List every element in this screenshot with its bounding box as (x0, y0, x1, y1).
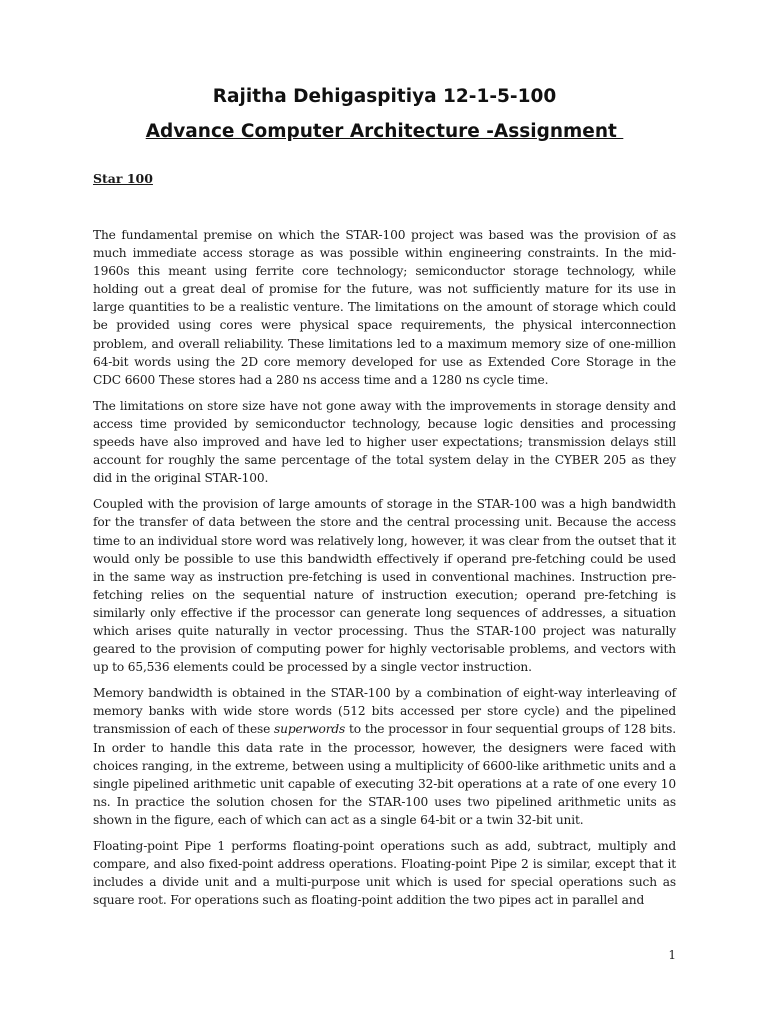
paragraph-5: Floating-point Pipe 1 performs floating-point operations such as add, subtract, multiply and compare, and also fixed-point address operations. Floating-point Pipe 2 is similar, except that it includes a divide unit and a multi-purpose unit which is used for special operations such as square root. For operations such as floating-point addition the two pipes act in parallel and (93, 839, 676, 908)
paragraph-4-before: Memory bandwidth is obtained in the STAR-100 by a combination of eight-way interleaving of memory banks with wide store words (512 bits accessed per store cycle) and the pipelined transmission of each of these (93, 686, 676, 737)
paragraph-4-after: to the processor in four sequential groups of 128 bits. In order to handle this data rate in the processor, however, the designers were faced with choices ranging, in the extreme, between using a multiplicity of 6600-like arithmetic units and a single pipelined arithmetic unit capable of executing 32-bit operations at a rate of one every 10 ns. In practice the solution chosen for the STAR-100 uses two pipelined arithmetic units as shown in the figure, each of which can act as a single 64-bit or a twin 32-bit unit. (93, 722, 676, 827)
paragraph-1: The fundamental premise on which the STAR-100 project was based was the provision of as much immediate access storage as was possible within engineering constraints. In the mid-1960s this meant using ferrite core technology; semiconductor storage technology, while holding out a great deal of promise for the future, was not sufficiently mature for its use in large quantities to be a realistic venture. The limitations on the amount of storage which could be provided using cores were physical space requirements, the physical interconnection problem, and overall reliability. These limitations led to a maximum memory size of one-million 64-bit words using the 2D core memory developed for use as Extended Core Storage in the CDC 6600 These stores had a 280 ns access time and a 1280 ns cycle time. (93, 228, 676, 387)
course-title (93, 119, 676, 144)
paragraph-4 (93, 684, 676, 829)
course-title-text: Advance Computer Architecture -Assignment (145, 121, 624, 142)
page-number: 1 (668, 948, 676, 962)
document-body (93, 226, 676, 909)
section-heading: Star 100 (93, 171, 153, 186)
paragraph-3: Coupled with the provision of large amounts of storage in the STAR-100 was a high bandwidth for the transfer of data between the store and the central processing unit. Because the access time to an individual store word was relatively long, however, it was clear from the outset that it would only be possible to use this bandwidth effectively if operand pre-fetching could be used in the same way as instruction pre-fetching is used in conventional machines. Instruction pre-fetching relies on the sequential nature of instruction execution; operand pre-fetching is similarly only effective if the processor can generate long sequences of addresses, a situation which arises quite naturally in vector processing. Thus the STAR-100 project was naturally geared to the provision of computing power for highly vectorisable problems, and vectors with up to 65,536 elements could be processed by a single vector instruction. (93, 497, 676, 675)
paragraph-2: The limitations on store size have not gone away with the improvements in storage density and access time provided by semiconductor technology, because logic densities and processing speeds have also improved and have led to higher user expectations; transmission delays still account for roughly the same percentage of the total system delay in the CYBER 205 as they did in the original STAR-100. (93, 398, 676, 486)
paragraph-4-emphasis: superwords (274, 722, 346, 737)
author-line: Rajitha Dehigaspitiya 12-1-5-100 (212, 86, 557, 107)
